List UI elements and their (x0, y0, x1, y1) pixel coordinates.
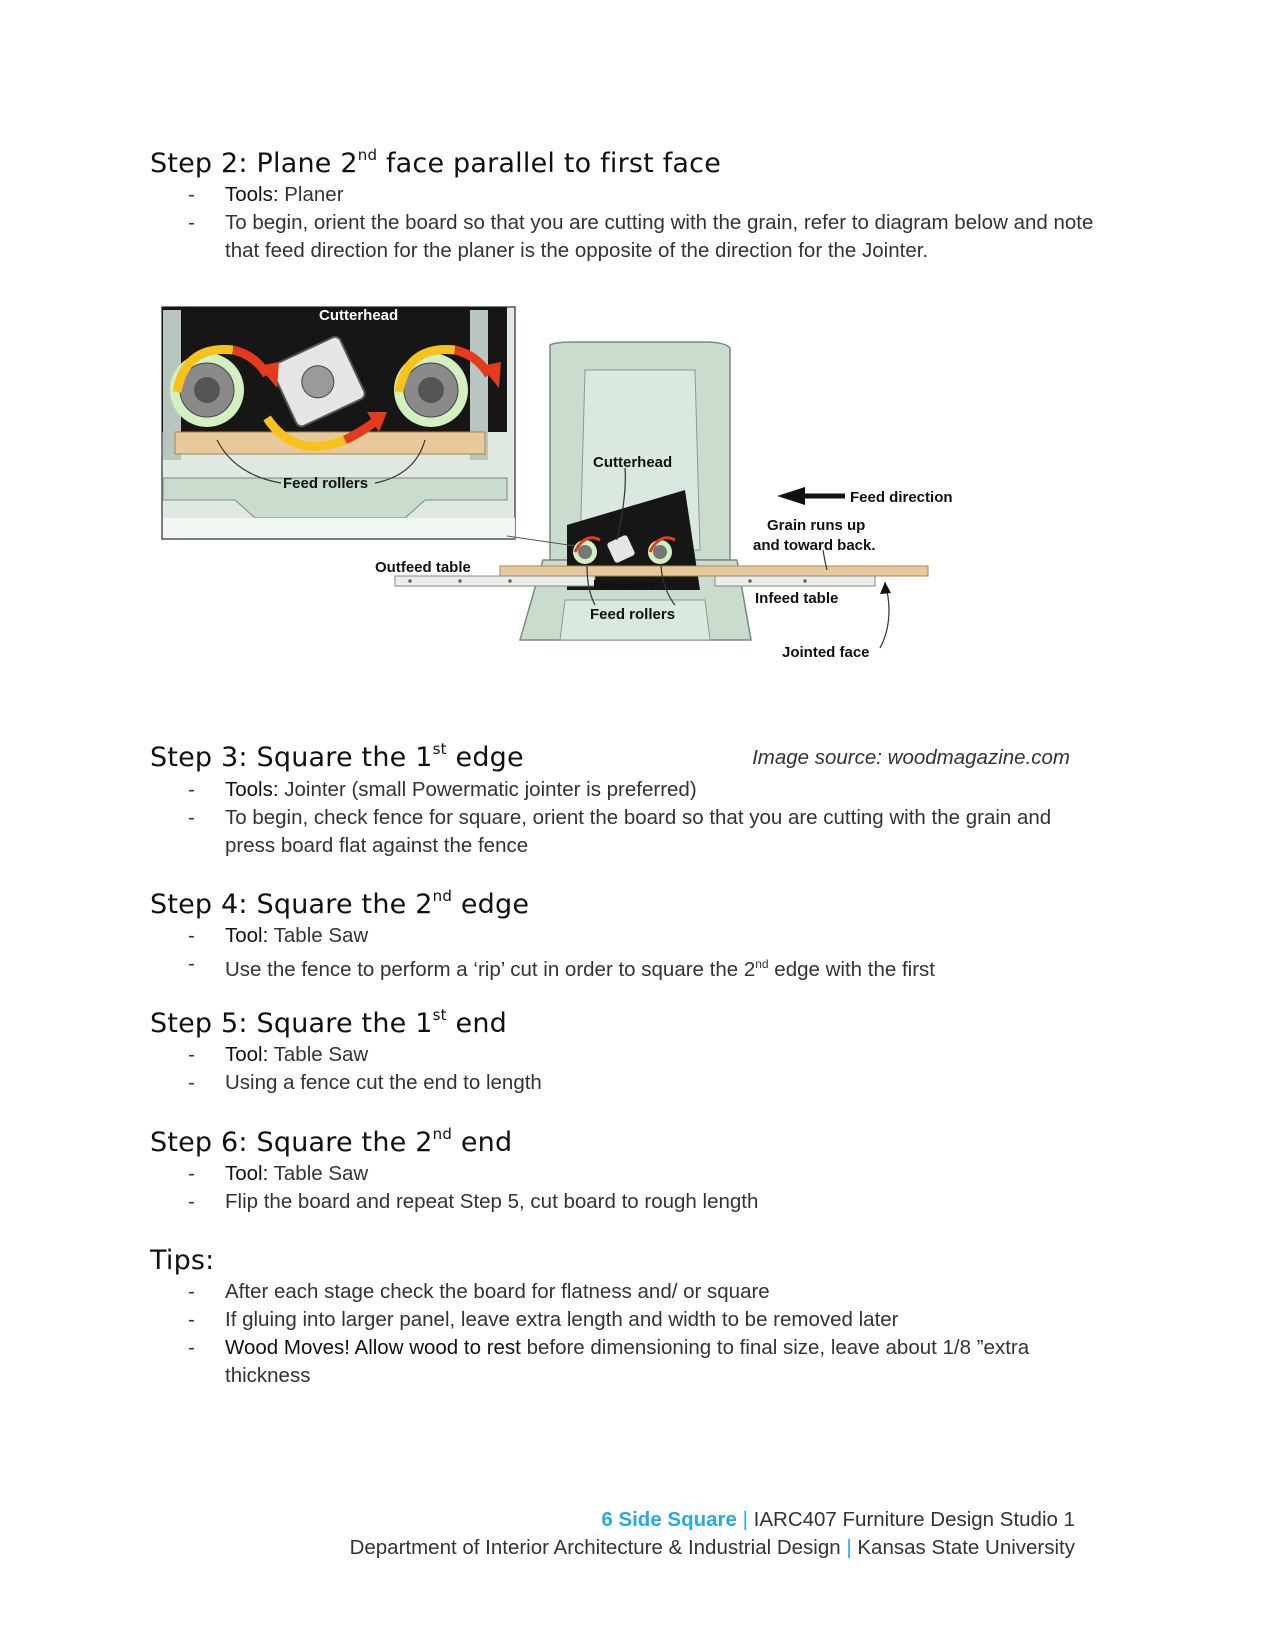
footer-brand: 6 Side Square (601, 1508, 737, 1531)
list-item: - Use the fence to perform a ‘rip’ cut in order to square the 2nd edge with the first (188, 952, 935, 981)
feed-rollers-label: Feed rollers (590, 606, 676, 623)
tips-heading: Tips: (150, 1245, 215, 1276)
step4-list (180, 922, 1100, 984)
list-item: - To begin, orient the board so that you are cutting with the grain, refer to diagram below and note that feed direction for the planer is the opposite of the direction for the Jointer. (188, 211, 1094, 262)
step4-heading: Step 4: Square the 2nd edge (150, 887, 530, 920)
list-item: - Tools: Planer (188, 183, 344, 206)
cutterhead-label: Cutterhead (593, 454, 673, 471)
step6-list (180, 1160, 1100, 1216)
inset-feed-rollers-label: Feed rollers (283, 475, 369, 492)
step2-list (180, 181, 1100, 265)
footer-course-line: 6 Side Square | IARC407 Furniture Design Studio 1 (601, 1508, 1075, 1531)
outfeed-table-label: Outfeed table (375, 559, 471, 576)
infeed-table-label: Infeed table (755, 590, 839, 607)
footer-dept-line: Department of Interior Architecture & Industrial Design | Kansas State University (349, 1536, 1075, 1559)
list-item: - Flip the board and repeat Step 5, cut board to rough length (188, 1190, 759, 1213)
step2-heading: Step 2: Plane 2nd face parallel to first face (150, 146, 722, 179)
step5-heading: Step 5: Square the 1st end (150, 1006, 507, 1039)
list-item: - After each stage check the board for flatness and/ or square (188, 1280, 770, 1303)
list-item: - If gluing into larger panel, leave extra length and width to be removed later (188, 1308, 899, 1331)
step3-heading: Step 3: Square the 1st edge (150, 740, 524, 773)
step5-list (180, 1041, 1100, 1097)
list-item: - To begin, check fence for square, orient the board so that you are cutting with the grain and press board flat against the fence (188, 806, 1052, 857)
grain-label-line2: and toward back. (753, 537, 876, 554)
jointed-face-label: Jointed face (782, 644, 870, 661)
list-item: - Tool: Table Saw (188, 1162, 369, 1185)
tips-list (180, 1278, 1100, 1390)
cutterhead-inset (162, 307, 515, 539)
image-caption: Image source: woodmagazine.com (752, 746, 1070, 769)
feed-direction-label: Feed direction (850, 489, 953, 506)
inset-cutterhead-label: Cutterhead (319, 307, 399, 324)
step6-heading: Step 6: Square the 2nd end (150, 1125, 513, 1158)
rotation-label: Rotation (593, 577, 654, 594)
planer-diagram (155, 300, 985, 690)
list-item: - Tool: Table Saw (188, 924, 369, 947)
list-item: - Wood Moves! Allow wood to rest before dimensioning to final size, leave about 1/8 ”extra thickness (188, 1336, 1030, 1387)
step3-list (180, 776, 1100, 860)
list-item: - Tools: Jointer (small Powermatic jointer is preferred) (188, 778, 697, 801)
grain-label-line1: Grain runs up (767, 517, 866, 534)
list-item: - Tool: Table Saw (188, 1043, 369, 1066)
list-item: - Using a fence cut the end to length (188, 1071, 542, 1094)
